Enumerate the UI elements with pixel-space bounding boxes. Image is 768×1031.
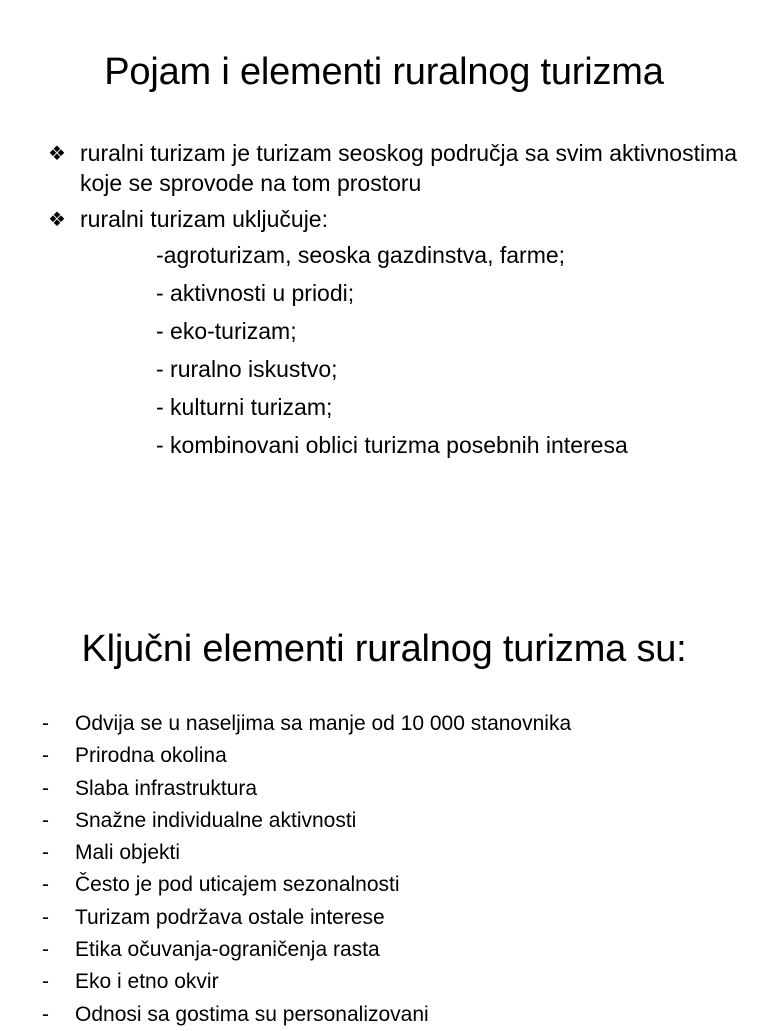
dash-marker: - <box>42 1002 49 1026</box>
bullet-item <box>48 138 738 198</box>
dash-marker: - <box>42 938 49 962</box>
dash-marker: - <box>42 970 49 994</box>
dash-marker: - <box>42 808 49 832</box>
sublist-item: - eko-turizam; <box>156 318 297 344</box>
dash-marker: - <box>42 841 49 865</box>
slide-rural-tourism-concept <box>0 0 768 512</box>
list-item <box>42 708 742 740</box>
bullet-text: ruralni turizam je turizam seoskog područja sa svim aktivnostima koje se sprovode na tom prostoru <box>80 140 738 196</box>
dash-marker: - <box>42 873 49 897</box>
slide-1-bullet-list <box>48 138 738 470</box>
list-item-text: Turizam podržava ostale interese <box>75 905 385 929</box>
list-item-text: Mali objekti <box>75 841 181 865</box>
sublist-item: - kombinovani oblici turizma posebnih interesa <box>156 432 628 458</box>
list-item <box>42 805 742 837</box>
slide-1-title: Pojam i elementi ruralnog turizma <box>104 51 664 93</box>
bullet-text: ruralni turizam uključuje: <box>80 206 328 232</box>
sublist-item: - aktivnosti u priodi; <box>156 280 355 306</box>
list-item <box>42 934 742 966</box>
includes-sublist <box>76 236 738 464</box>
dash-marker: - <box>42 744 49 768</box>
list-item <box>42 773 742 805</box>
sublist-item: -agroturizam, seoska gazdinstva, farme; <box>156 242 566 268</box>
list-item <box>42 902 742 934</box>
list-item-text: Eko i etno okvir <box>75 970 219 994</box>
list-item-text: Snažne individualne aktivnosti <box>75 808 357 832</box>
list-item <box>42 837 742 869</box>
dash-marker: - <box>42 776 49 800</box>
four-diamond-icon: ❖ <box>48 207 66 231</box>
four-diamond-icon: ❖ <box>48 141 66 165</box>
dash-marker: - <box>42 712 49 735</box>
list-item <box>42 999 742 1031</box>
list-item-text: Etika očuvanja-ograničenja rasta <box>75 938 380 962</box>
slide-key-elements <box>0 512 768 1024</box>
list-item <box>42 966 742 998</box>
list-item-text: Odvija se u naseljima sa manje od 10 000 stanovnika <box>75 712 572 735</box>
sublist-item: - ruralno iskustvo; <box>156 356 338 382</box>
list-item-text: Često je pod uticajem sezonalnosti <box>75 873 400 897</box>
list-item <box>42 740 742 772</box>
list-item-text: Odnosi sa gostima su personalizovani <box>75 1002 429 1026</box>
key-elements-list <box>42 708 742 1031</box>
list-item-text: Slaba infrastruktura <box>75 776 258 800</box>
sublist-item: - kulturni turizam; <box>156 394 333 420</box>
list-item <box>42 869 742 901</box>
list-item-text: Prirodna okolina <box>75 744 227 768</box>
bullet-item <box>48 204 738 464</box>
slide-2-title: Ključni elementi ruralnog turizma su: <box>81 628 687 670</box>
dash-marker: - <box>42 905 49 929</box>
